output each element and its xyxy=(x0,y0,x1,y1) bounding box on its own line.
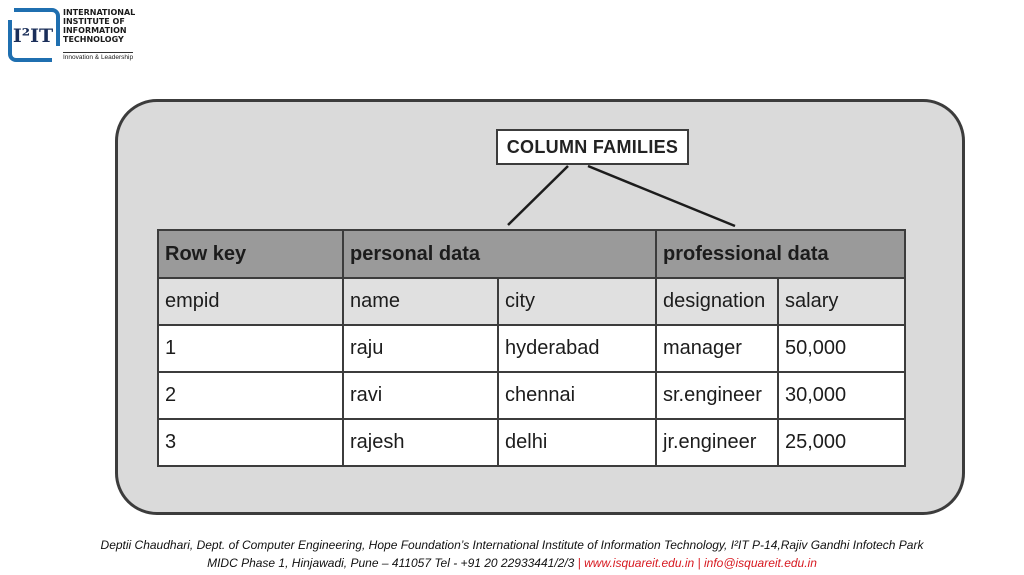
table-cell: 30,000 xyxy=(778,372,905,419)
logo-line: TECHNOLOGY xyxy=(63,35,124,44)
table-row xyxy=(158,419,905,466)
table-cell: 1 xyxy=(158,325,343,372)
institute-logo xyxy=(8,6,140,64)
footer-address: MIDC Phase 1, Hinjawadi, Pune – 411057 Tel - +91 20 22933441/2/3 xyxy=(207,556,578,570)
table-row xyxy=(158,325,905,372)
column-families-callout: COLUMN FAMILIES xyxy=(496,129,689,165)
table-row xyxy=(158,372,905,419)
logo-wordmark xyxy=(63,8,135,44)
logo-line: INFORMATION xyxy=(63,26,127,35)
table-cell: 2 xyxy=(158,372,343,419)
slide-footer xyxy=(0,536,1024,572)
table-cell: sr.engineer xyxy=(656,372,778,419)
logo-line: INTERNATIONAL xyxy=(63,8,136,17)
email-link[interactable]: info@isquareit.edu.in xyxy=(703,556,817,570)
column-header-city: city xyxy=(498,278,656,325)
column-header-empid: empid xyxy=(158,278,343,325)
row-key-header: Row key xyxy=(158,230,343,278)
hbase-table xyxy=(157,229,906,467)
table-cell: 50,000 xyxy=(778,325,905,372)
professional-data-header: professional data xyxy=(656,230,905,278)
table-cell: jr.engineer xyxy=(656,419,778,466)
footer-separator: | xyxy=(577,556,585,570)
personal-data-header: personal data xyxy=(343,230,656,278)
footer-line-2 xyxy=(0,554,1024,572)
column-header-name: name xyxy=(343,278,498,325)
column-family-header-row xyxy=(158,230,905,278)
i2it-logo-icon xyxy=(8,6,60,62)
table-cell: raju xyxy=(343,325,498,372)
column-header-designation: designation xyxy=(656,278,778,325)
table-cell: ravi xyxy=(343,372,498,419)
column-name-row xyxy=(158,278,905,325)
footer-separator: | xyxy=(694,556,704,570)
footer-line-1: Deptii Chaudhari, Dept. of Computer Engineering, Hope Foundation’s International Institute of Information Technology, I²IT P-14,Rajiv Gandhi Infotech Park xyxy=(100,538,924,552)
logo-line: INSTITUTE OF xyxy=(63,17,125,26)
logo-tagline: Innovation & Leadership xyxy=(63,54,134,61)
table-cell: rajesh xyxy=(343,419,498,466)
table-cell: 3 xyxy=(158,419,343,466)
table-cell: hyderabad xyxy=(498,325,656,372)
table-cell: 25,000 xyxy=(778,419,905,466)
table-cell: delhi xyxy=(498,419,656,466)
column-header-salary: salary xyxy=(778,278,905,325)
table-cell: manager xyxy=(656,325,778,372)
table-cell: chennai xyxy=(498,372,656,419)
logo-mark-text: I²IT xyxy=(12,25,54,47)
website-link[interactable]: www.isquareit.edu.in xyxy=(584,556,695,570)
